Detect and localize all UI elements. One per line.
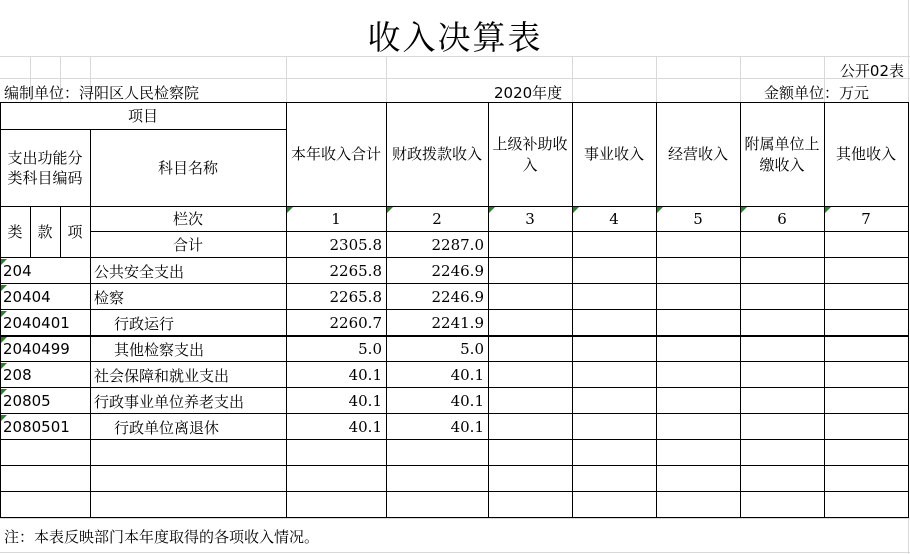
row-name: 行政事业单位养老支出 <box>94 392 245 411</box>
col-num-6: 6 <box>777 210 787 228</box>
header-func-code: 支出功能分类科目编码 <box>7 148 83 187</box>
header-subject-name: 科目名称 <box>157 158 218 177</box>
row-v1: 2265.8 <box>329 288 382 306</box>
col-header-3: 上级补助收入 <box>492 135 568 174</box>
col-header-2: 财政拨款收入 <box>391 145 482 164</box>
col-header-4: 事业收入 <box>583 145 644 164</box>
header-lei: 类 <box>7 222 23 241</box>
total-v1: 2305.8 <box>329 236 382 254</box>
row-name: 社会保障和就业支出 <box>94 366 230 385</box>
cell-marker-icon <box>741 207 747 213</box>
table-border-line <box>0 517 909 518</box>
row-name: 行政单位离退休 <box>114 418 220 437</box>
col-num-1: 1 <box>331 210 341 228</box>
form-code: 公开02表 <box>839 62 904 80</box>
row-v2: 40.1 <box>450 392 484 410</box>
header-item-group: 项目 <box>127 106 158 125</box>
row-v2: 40.1 <box>450 366 484 384</box>
footnote: 注：本表反映部门本年度取得的各项收入情况。 <box>4 528 320 546</box>
grid-line <box>740 56 741 102</box>
row-code: 2040401 <box>3 314 70 332</box>
total-label: 合计 <box>172 235 203 254</box>
total-v2: 2287.0 <box>431 236 484 254</box>
col-num-5: 5 <box>693 210 703 228</box>
table-border-line <box>908 102 909 518</box>
cell-marker-icon <box>387 207 393 213</box>
page-title: 收入决算表 <box>367 18 543 57</box>
table-border-line <box>0 465 909 466</box>
row-name: 检察 <box>94 288 125 307</box>
currency-label: 金额单位：万元 <box>764 84 870 102</box>
row-name: 公共安全支出 <box>94 262 185 281</box>
unit-label: 编制单位：浔阳区人民检察院 <box>4 84 200 102</box>
row-v1: 2260.7 <box>329 314 382 332</box>
cell-marker-icon <box>1 363 7 369</box>
cell-marker-icon <box>1 337 7 343</box>
row-v2: 2246.9 <box>431 288 484 306</box>
col-num-7: 7 <box>861 210 871 228</box>
row-v1: 2265.8 <box>329 262 382 280</box>
table-border-line <box>0 491 909 492</box>
cell-marker-icon <box>287 207 293 213</box>
row-v1: 40.1 <box>348 418 382 436</box>
row-code: 2040499 <box>3 340 70 358</box>
row-code: 20404 <box>3 288 51 306</box>
row-v1: 40.1 <box>348 392 382 410</box>
grid-line <box>0 78 910 79</box>
cell-marker-icon <box>1 259 7 265</box>
header-lan-ci: 栏次 <box>172 209 203 228</box>
cell-marker-icon <box>657 207 663 213</box>
row-v2: 2246.9 <box>431 262 484 280</box>
grid-line <box>656 56 657 102</box>
grid-line <box>0 552 910 553</box>
cell-marker-icon <box>825 207 831 213</box>
grid-line <box>0 518 910 519</box>
row-name: 其他检察支出 <box>114 340 205 359</box>
cell-marker-icon <box>1 415 7 421</box>
row-v2: 5.0 <box>460 340 484 358</box>
grid-line <box>286 56 287 102</box>
cell-marker-icon <box>1 285 7 291</box>
col-header-1: 本年收入合计 <box>290 145 381 164</box>
row-code: 208 <box>3 366 32 384</box>
row-code: 204 <box>3 262 32 280</box>
col-num-3: 3 <box>525 210 535 228</box>
row-code: 2080501 <box>3 418 70 436</box>
cell-marker-icon <box>1 389 7 395</box>
header-kuan: 款 <box>37 222 53 241</box>
row-v2: 40.1 <box>450 418 484 436</box>
cell-marker-icon <box>573 207 579 213</box>
cell-marker-icon <box>489 207 495 213</box>
grid-line <box>386 56 387 102</box>
cell-marker-icon <box>1 311 7 317</box>
grid-line <box>572 56 573 102</box>
header-xiang: 项 <box>67 222 83 241</box>
row-v1: 40.1 <box>348 366 382 384</box>
row-v1: 5.0 <box>358 340 382 358</box>
year-label: 2020年度 <box>494 84 563 102</box>
col-num-4: 4 <box>609 210 619 228</box>
row-v2: 2241.9 <box>431 314 484 332</box>
col-header-7: 其他收入 <box>835 145 896 164</box>
row-code: 20805 <box>3 392 51 410</box>
col-num-2: 2 <box>432 210 442 228</box>
col-header-6: 附属单位上缴收入 <box>744 135 820 174</box>
row-name: 行政运行 <box>114 314 175 333</box>
col-header-5: 经营收入 <box>667 145 728 164</box>
